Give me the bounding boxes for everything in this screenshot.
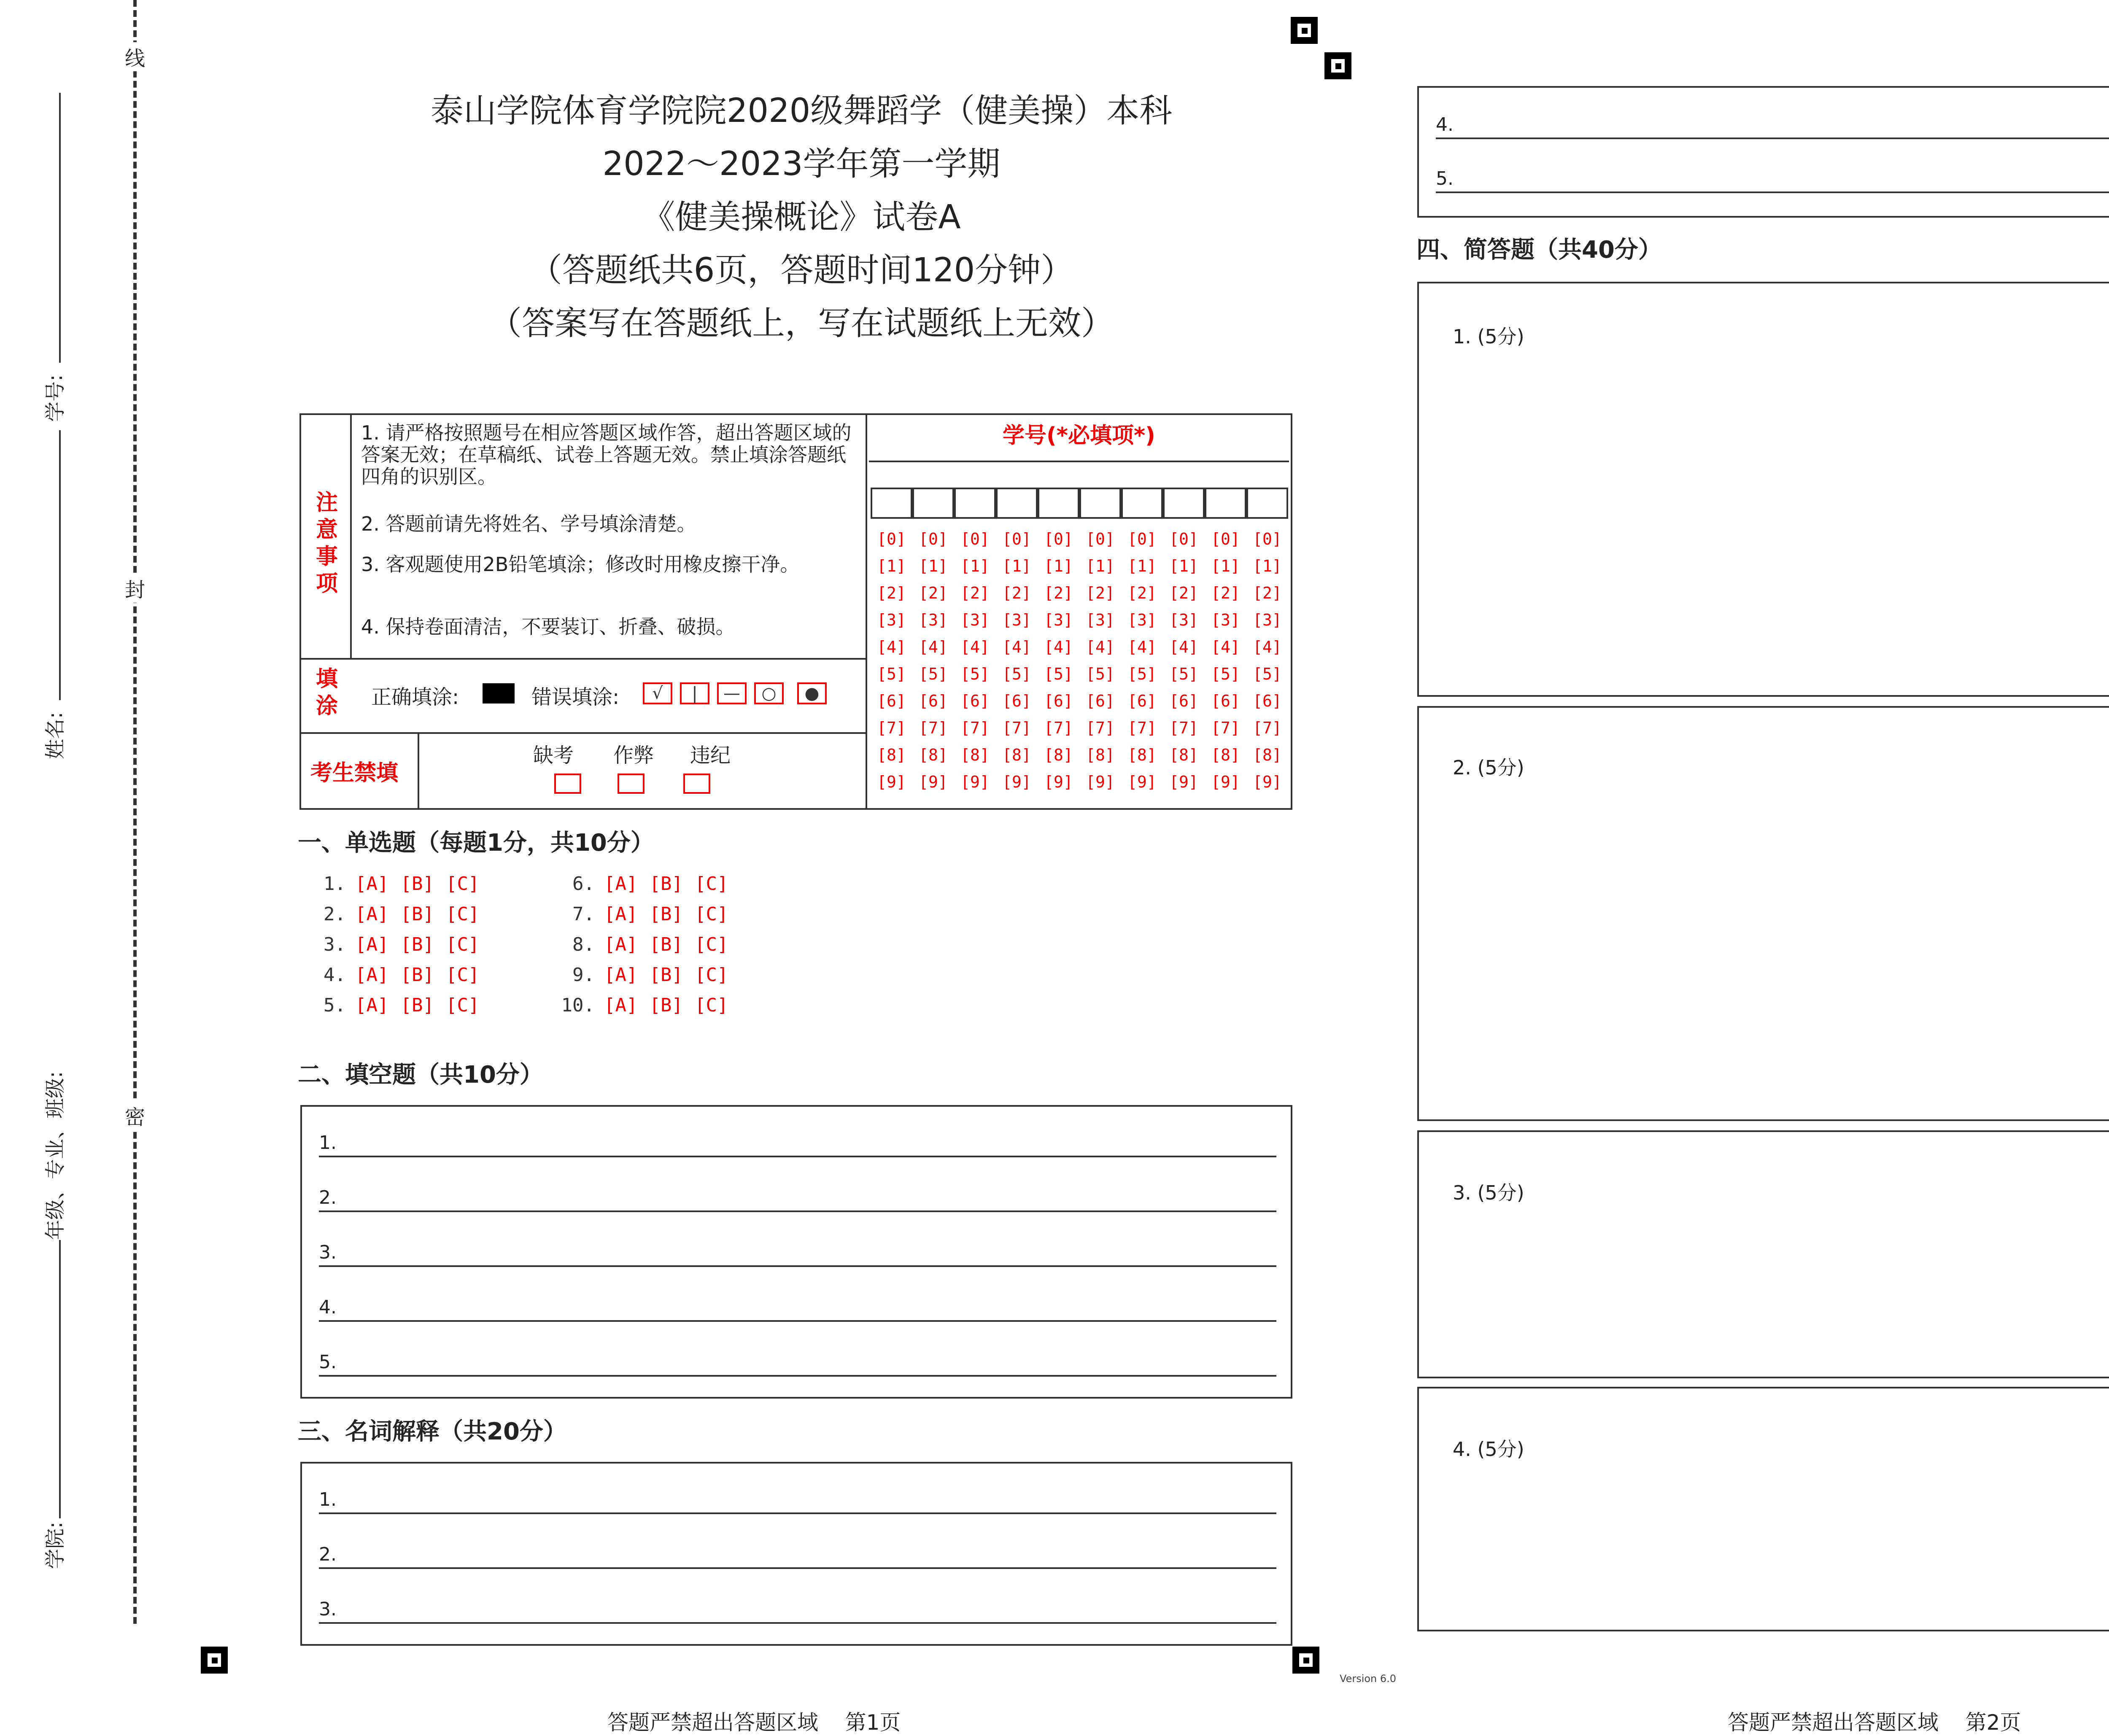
id-bubble[interactable]: [4] [1211, 638, 1240, 656]
id-bubble[interactable]: [1] [1253, 557, 1282, 575]
id-bubble[interactable]: [6] [1169, 692, 1198, 710]
id-bubble[interactable]: [0] [1044, 530, 1073, 548]
id-bubble[interactable]: [3] [1253, 611, 1282, 629]
blank-number: 5. [319, 1351, 337, 1373]
id-bubble[interactable]: [7] [1169, 719, 1198, 737]
id-bubble[interactable]: [3] [1044, 611, 1073, 629]
student-id-label: 学号(*必填项*) [1003, 423, 1155, 448]
id-bubble[interactable]: [5] [1253, 665, 1282, 683]
id-bubble[interactable]: [6] [1002, 692, 1031, 710]
mc-option-bubble[interactable]: [B] [400, 995, 434, 1016]
id-bubble[interactable]: [9] [1169, 773, 1198, 791]
cheat-checkbox[interactable] [618, 774, 645, 794]
id-digit-box[interactable] [1205, 488, 1246, 519]
id-bubble[interactable]: [5] [919, 665, 948, 683]
correct-fill-example [483, 683, 515, 704]
wrong-fill-example: | [680, 682, 709, 704]
id-bubble[interactable]: [4] [1002, 638, 1031, 656]
corner-marker [1324, 52, 1351, 79]
name-field-line[interactable] [59, 430, 61, 700]
id-bubble[interactable]: [6] [1127, 692, 1157, 710]
divider [350, 413, 352, 658]
mc-question-row [544, 903, 740, 925]
mc-question-row [544, 995, 740, 1016]
id-bubble[interactable]: [1] [960, 557, 990, 575]
mc-option-bubble[interactable]: [C] [445, 995, 480, 1016]
id-digit-box[interactable] [996, 488, 1038, 519]
mc-question-number: 1. [324, 873, 346, 895]
id-bubble[interactable]: [0] [919, 530, 948, 548]
short-answer-label-1: 1. (5分) [1453, 325, 1524, 348]
notice-item: 3. 客观题使用2B铅笔填涂；修改时用橡皮擦干净。 [361, 553, 800, 576]
id-bubble[interactable]: [4] [960, 638, 990, 656]
id-bubble[interactable]: [7] [919, 719, 948, 737]
id-bubble[interactable]: [7] [1044, 719, 1073, 737]
blank-underline [319, 1265, 1276, 1267]
id-bubble[interactable]: [3] [1086, 611, 1115, 629]
blank-underline [1436, 191, 2109, 193]
student-id-field-line[interactable] [59, 93, 61, 363]
id-bubble[interactable]: [3] [1127, 611, 1157, 629]
mc-option-bubble[interactable]: [A] [355, 934, 389, 955]
mc-option-bubble[interactable]: [A] [604, 873, 638, 895]
fill-label: 填涂 [316, 666, 338, 719]
class-field-label: 年级、专业、班级: [43, 1071, 67, 1240]
violation-label: 违纪 [690, 744, 731, 767]
wrong-fill-label: 错误填涂: [531, 685, 620, 709]
short-answer-box-4[interactable] [1417, 1387, 2109, 1631]
short-answer-label-3: 3. (5分) [1453, 1181, 1524, 1204]
mc-option-bubble[interactable]: [C] [445, 934, 480, 955]
id-bubble[interactable]: [9] [1211, 773, 1240, 791]
section3-lines [300, 1462, 1292, 1646]
mc-option-bubble[interactable]: [B] [649, 995, 683, 1016]
title-line-4: （答题纸共6页，答题时间120分钟） [529, 251, 1074, 289]
blank-underline [1436, 137, 2109, 139]
id-bubble[interactable]: [6] [1211, 692, 1240, 710]
wrong-fill-example: ● [797, 682, 827, 704]
id-bubble[interactable]: [9] [877, 773, 906, 791]
id-bubble[interactable]: [1] [1002, 557, 1031, 575]
footer-page-2: 答题严禁超出答题区域 第2页 [1728, 1710, 2021, 1735]
id-bubble[interactable]: [0] [1002, 530, 1031, 548]
wrong-fill-example: √ [643, 682, 672, 704]
corner-marker [1291, 17, 1318, 44]
id-bubble[interactable]: [4] [1169, 638, 1198, 656]
mc-question-number: 7. [572, 903, 595, 925]
divider [869, 461, 1289, 462]
id-bubble[interactable]: [5] [1086, 665, 1115, 683]
blank-line-2[interactable] [300, 1177, 1292, 1212]
id-bubble[interactable]: [7] [1211, 719, 1240, 737]
mc-option-bubble[interactable]: [A] [604, 934, 638, 955]
footer-page-1: 答题严禁超出答题区域 第1页 [607, 1710, 901, 1735]
id-bubble[interactable]: [0] [1086, 530, 1115, 548]
short-answer-label-2: 2. (5分) [1453, 756, 1524, 779]
id-bubble[interactable]: [9] [1002, 773, 1031, 791]
id-bubble[interactable]: [2] [919, 584, 948, 602]
mc-question-number: 9. [572, 964, 595, 986]
college-field-line[interactable] [59, 1291, 61, 1518]
id-bubble[interactable]: [5] [1044, 665, 1073, 683]
id-bubble[interactable]: [8] [1086, 746, 1115, 764]
blank-line-3[interactable] [300, 1232, 1292, 1267]
id-bubble[interactable]: [1] [1211, 557, 1240, 575]
id-digit-box[interactable] [1038, 488, 1079, 519]
id-bubble[interactable]: [5] [1169, 665, 1198, 683]
short-answer-box-3[interactable] [1417, 1130, 2109, 1378]
title-line-1: 泰山学院体育学院院2020级舞蹈学（健美操）本科 [430, 92, 1173, 130]
mc-option-bubble[interactable]: [B] [400, 964, 434, 986]
id-bubble[interactable]: [8] [919, 746, 948, 764]
mc-option-bubble[interactable]: [C] [445, 964, 480, 986]
id-bubble[interactable]: [2] [1127, 584, 1157, 602]
id-digit-box[interactable] [954, 488, 996, 519]
student-id-field-label: 学号: [43, 374, 67, 422]
mc-option-bubble[interactable]: [A] [355, 995, 389, 1016]
mc-option-bubble[interactable]: [A] [604, 995, 638, 1016]
id-bubble[interactable]: [1] [1169, 557, 1198, 575]
absent-label: 缺考 [533, 744, 574, 767]
id-bubble[interactable]: [9] [1253, 773, 1282, 791]
section4-title: 四、简答题（共40分） [1416, 236, 1662, 264]
binding-line-char: 线 [125, 42, 145, 71]
mc-option-bubble[interactable]: [B] [649, 934, 683, 955]
mc-option-bubble[interactable]: [C] [694, 995, 728, 1016]
divider [418, 732, 419, 810]
cheat-label: 作弊 [613, 744, 654, 767]
id-bubble[interactable]: [8] [1127, 746, 1157, 764]
blank-underline [319, 1622, 1276, 1624]
id-bubble[interactable]: [7] [960, 719, 990, 737]
mc-option-bubble[interactable]: [B] [649, 903, 683, 925]
id-bubble[interactable]: [4] [877, 638, 906, 656]
mc-question-row [295, 964, 491, 986]
id-bubble[interactable]: [0] [1211, 530, 1240, 548]
mc-question-number: 2. [324, 903, 346, 925]
id-bubble[interactable]: [6] [877, 692, 906, 710]
blank-number: 4. [1436, 114, 1454, 135]
divider [299, 732, 866, 734]
student-id-grid [871, 488, 1288, 808]
id-bubble[interactable]: [6] [1253, 692, 1282, 710]
violation-checkbox[interactable] [683, 774, 710, 794]
id-bubble[interactable]: [3] [1211, 611, 1240, 629]
id-bubble[interactable]: [5] [877, 665, 906, 683]
id-bubble[interactable]: [4] [1044, 638, 1073, 656]
id-bubble[interactable]: [3] [1002, 611, 1031, 629]
id-bubble[interactable]: [7] [877, 719, 906, 737]
id-bubble[interactable]: [1] [919, 557, 948, 575]
id-bubble[interactable]: [2] [1044, 584, 1073, 602]
mc-question-number: 4. [324, 964, 346, 986]
id-bubble[interactable]: [4] [1086, 638, 1115, 656]
blank-underline [319, 1375, 1276, 1377]
mc-option-bubble[interactable]: [A] [355, 903, 389, 925]
id-bubble[interactable]: [2] [877, 584, 906, 602]
id-bubble[interactable]: [6] [960, 692, 990, 710]
id-bubble[interactable]: [0] [960, 530, 990, 548]
section1-title: 一、单选题（每题1分，共10分） [298, 829, 654, 857]
id-bubble[interactable]: [2] [1002, 584, 1031, 602]
blank-line-3[interactable] [300, 1588, 1292, 1624]
id-bubble[interactable]: [6] [919, 692, 948, 710]
mc-question-row [544, 873, 740, 895]
notice-label: 注意事项 [316, 490, 338, 596]
id-bubble[interactable]: [7] [1253, 719, 1282, 737]
id-bubble[interactable]: [6] [1086, 692, 1115, 710]
id-bubble[interactable]: [2] [1253, 584, 1282, 602]
blank-number: 3. [319, 1599, 337, 1620]
id-bubble[interactable]: [3] [1169, 611, 1198, 629]
mc-question-number: 6. [572, 873, 595, 895]
id-digit-box[interactable] [912, 488, 954, 519]
blank-underline [319, 1156, 1276, 1157]
mc-option-bubble[interactable]: [C] [694, 934, 728, 955]
title-line-2: 2022～2023学年第一学期 [602, 145, 1001, 183]
id-bubble[interactable]: [1] [1086, 557, 1115, 575]
mc-option-bubble[interactable]: [B] [649, 873, 683, 895]
blank-number: 4. [319, 1297, 337, 1318]
blank-number: 2. [319, 1544, 337, 1565]
mc-question-number: 8. [572, 934, 595, 955]
mc-question-row [544, 934, 740, 955]
mc-option-bubble[interactable]: [C] [694, 964, 728, 986]
id-bubble[interactable]: [8] [1169, 746, 1198, 764]
mc-option-bubble[interactable]: [B] [400, 903, 434, 925]
id-bubble[interactable]: [5] [1211, 665, 1240, 683]
id-bubble[interactable]: [8] [877, 746, 906, 764]
mc-option-bubble[interactable]: [C] [694, 903, 728, 925]
divider [299, 658, 866, 660]
id-bubble[interactable]: [6] [1044, 692, 1073, 710]
id-bubble[interactable]: [9] [960, 773, 990, 791]
notice-item: 4. 保持卷面清洁，不要装订、折叠、破损。 [361, 615, 735, 638]
id-digit-box[interactable] [1246, 488, 1288, 519]
section2-title: 二、填空题（共10分） [298, 1061, 543, 1089]
id-bubble[interactable]: [8] [960, 746, 990, 764]
blank-number: 5. [1436, 168, 1454, 189]
blank-line-5[interactable] [1417, 159, 2109, 193]
mc-question-number: 5. [324, 995, 346, 1016]
id-bubble[interactable]: [8] [1002, 746, 1031, 764]
id-digit-box[interactable] [871, 488, 912, 519]
id-bubble[interactable]: [1] [1127, 557, 1157, 575]
id-bubble[interactable]: [7] [1002, 719, 1031, 737]
blank-underline [319, 1320, 1276, 1322]
blank-line-2[interactable] [300, 1534, 1292, 1569]
blank-line-1[interactable] [300, 1122, 1292, 1157]
id-bubble[interactable]: [5] [1002, 665, 1031, 683]
id-bubble[interactable]: [5] [1127, 665, 1157, 683]
blank-line-4[interactable] [1417, 105, 2109, 139]
id-bubble[interactable]: [9] [919, 773, 948, 791]
id-bubble[interactable]: [8] [1253, 746, 1282, 764]
name-field-label: 姓名: [43, 712, 67, 759]
blank-number: 1. [319, 1489, 337, 1510]
mc-option-bubble[interactable]: [B] [400, 873, 434, 895]
mc-question-row [544, 964, 740, 986]
id-bubble[interactable]: [2] [1086, 584, 1115, 602]
id-bubble[interactable]: [1] [877, 557, 906, 575]
id-bubble[interactable]: [9] [1044, 773, 1073, 791]
id-bubble[interactable]: [7] [1127, 719, 1157, 737]
mc-option-bubble[interactable]: [A] [604, 903, 638, 925]
mc-question-row [295, 995, 491, 1016]
absent-checkbox[interactable] [554, 774, 581, 794]
id-bubble[interactable]: [3] [877, 611, 906, 629]
blank-underline [319, 1512, 1276, 1514]
mc-option-bubble[interactable]: [B] [400, 934, 434, 955]
blank-number: 3. [319, 1242, 337, 1263]
short-answer-label-4: 4. (5分) [1453, 1438, 1524, 1461]
mc-option-bubble[interactable]: [A] [355, 964, 389, 986]
id-bubble[interactable]: [0] [1169, 530, 1198, 548]
id-bubble[interactable]: [2] [1169, 584, 1198, 602]
correct-fill-label: 正确填涂: [371, 685, 459, 709]
section2-lines [300, 1105, 1292, 1399]
notice-item: 1. 请严格按照题号在相应答题区域作答，超出答题区域的答案无效；在草稿纸、试卷上答题无效。禁止填涂答题纸四角的识别区。 [361, 421, 852, 488]
binding-seal-char: 封 [125, 574, 145, 603]
id-bubble[interactable]: [2] [960, 584, 990, 602]
id-bubble[interactable]: [3] [919, 611, 948, 629]
id-bubble[interactable]: [0] [1253, 530, 1282, 548]
id-digit-box[interactable] [1163, 488, 1205, 519]
blank-number: 2. [319, 1187, 337, 1208]
mc-question-row [295, 934, 491, 955]
id-bubble[interactable]: [3] [960, 611, 990, 629]
id-bubble[interactable]: [0] [877, 530, 906, 548]
mc-option-bubble[interactable]: [C] [445, 903, 480, 925]
mc-question-row [295, 903, 491, 925]
blank-underline [319, 1210, 1276, 1212]
corner-marker [201, 1647, 228, 1674]
mc-option-bubble[interactable]: [A] [355, 873, 389, 895]
id-digit-box[interactable] [1121, 488, 1163, 519]
blank-number: 1. [319, 1132, 337, 1154]
mc-option-bubble[interactable]: [A] [604, 964, 638, 986]
id-bubble[interactable]: [7] [1086, 719, 1115, 737]
id-bubble[interactable]: [4] [1127, 638, 1157, 656]
id-bubble[interactable]: [8] [1044, 746, 1073, 764]
mc-option-bubble[interactable]: [C] [694, 873, 728, 895]
exam-label: 考生禁填 [310, 760, 399, 786]
title-line-5: （答案写在答题纸上，写在试题纸上无效） [488, 305, 1114, 342]
id-bubble[interactable]: [9] [1127, 773, 1157, 791]
binding-dashed-line [133, 0, 137, 1624]
mc-option-bubble[interactable]: [C] [445, 873, 480, 895]
version-label: Version 6.0 [1340, 1673, 1397, 1685]
notice-item: 2. 答题前请先将姓名、学号填涂清楚。 [361, 512, 696, 535]
corner-marker [1292, 1647, 1319, 1674]
blank-line-4[interactable] [300, 1286, 1292, 1322]
section3-title: 三、名词解释（共20分） [298, 1418, 567, 1445]
id-bubble[interactable]: [2] [1211, 584, 1240, 602]
mc-question-number: 3. [324, 934, 346, 955]
blank-line-1[interactable] [300, 1479, 1292, 1514]
blank-underline [319, 1567, 1276, 1569]
id-bubble[interactable]: [4] [919, 638, 948, 656]
id-bubble[interactable]: [5] [960, 665, 990, 683]
mc-question-row [295, 873, 491, 895]
blank-line-5[interactable] [300, 1341, 1292, 1377]
wrong-fill-example: — [717, 682, 747, 704]
id-bubble[interactable]: [8] [1211, 746, 1240, 764]
id-bubble[interactable]: [0] [1127, 530, 1157, 548]
title-line-3: 《健美操概论》试卷A [642, 198, 961, 236]
id-digit-box[interactable] [1079, 488, 1121, 519]
id-bubble[interactable]: [4] [1253, 638, 1282, 656]
mc-area [295, 873, 886, 1025]
id-bubble[interactable]: [9] [1086, 773, 1115, 791]
wrong-fill-example: ○ [754, 682, 784, 704]
divider [866, 413, 867, 810]
mc-question-number: 10. [561, 995, 595, 1016]
college-field-label: 学院: [43, 1521, 67, 1569]
id-bubble[interactable]: [1] [1044, 557, 1073, 575]
binding-secret-char: 密 [125, 1101, 145, 1130]
mc-option-bubble[interactable]: [B] [649, 964, 683, 986]
